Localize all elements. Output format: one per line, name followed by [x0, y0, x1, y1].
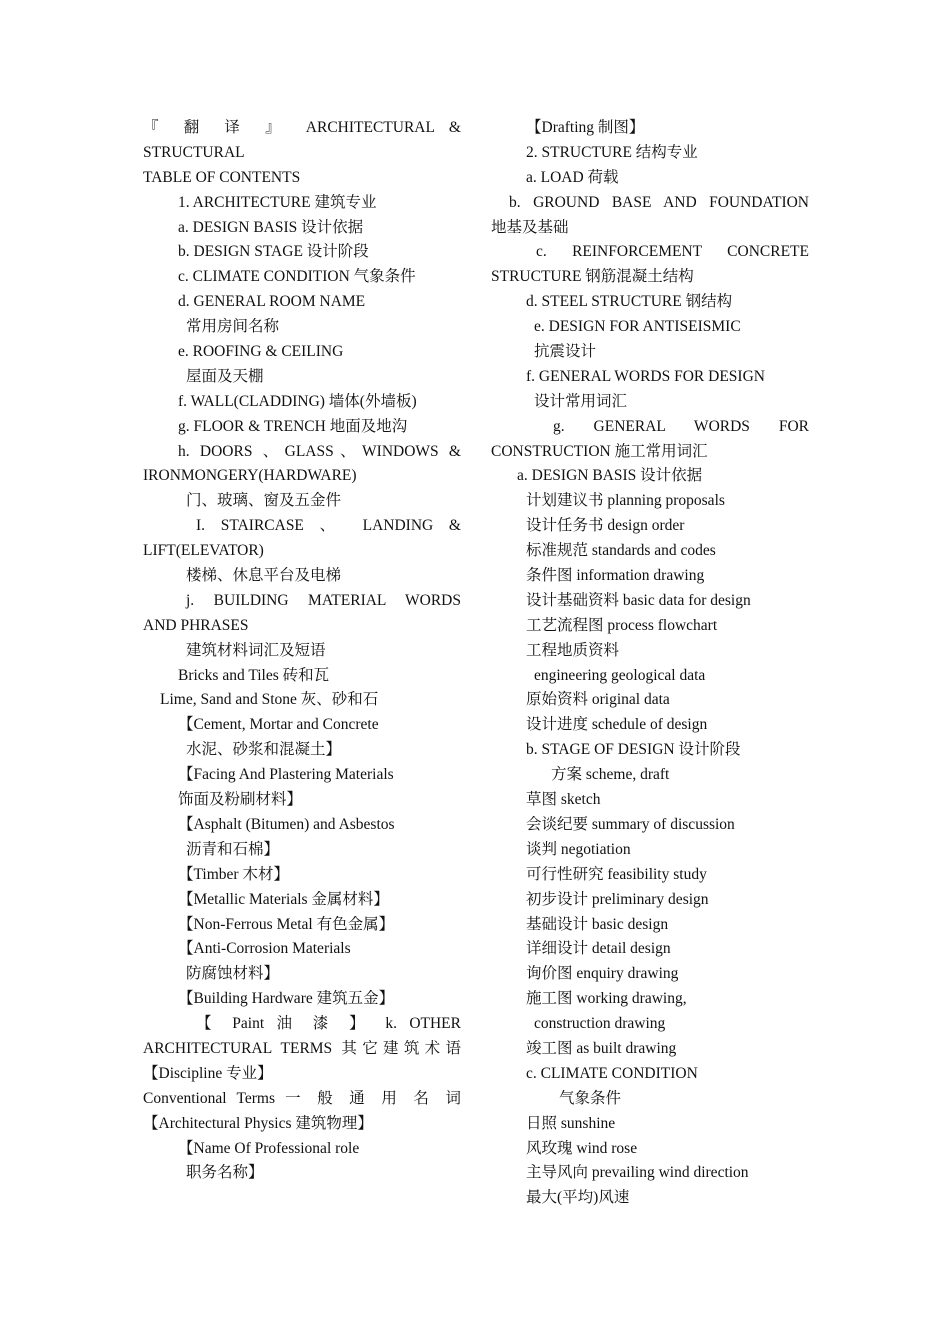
right-column-line: 基础设计 basic design — [526, 915, 669, 933]
left-column-line: e. ROOFING & CEILING — [178, 343, 344, 361]
right-column-line: 谈判 negotiation — [526, 840, 631, 858]
left-column-line: j. BUILDING MATERIAL WORDS — [186, 591, 461, 609]
left-column-line: 【Building Hardware 建筑五金】 — [178, 990, 395, 1008]
right-column-line: engineering geological data — [534, 666, 706, 684]
left-column-line: 建筑材料词汇及短语 — [186, 641, 326, 659]
left-column-line: 『 翻 译 』 ARCHITECTURAL & — [143, 119, 461, 136]
right-column-line: f. GENERAL WORDS FOR DESIGN — [526, 367, 765, 385]
left-column-line: 【Anti-Corrosion Materials — [178, 940, 351, 958]
left-column-line: Bricks and Tiles 砖和瓦 — [178, 666, 330, 684]
right-column-line: 设计常用词汇 — [534, 392, 628, 410]
right-column-line: 会谈纪要 summary of discussion — [526, 815, 735, 833]
left-column-line: g. FLOOR & TRENCH 地面及地沟 — [178, 417, 408, 435]
left-column-line: 【Architectural Physics 建筑物理】 — [143, 1114, 373, 1132]
right-column-line: 初步设计 preliminary design — [526, 890, 709, 908]
right-column-line: 2. STRUCTURE 结构专业 — [526, 143, 698, 161]
left-column-line: a. DESIGN BASIS 设计依据 — [178, 218, 364, 236]
right-column-line: g. GENERAL WORDS FOR — [553, 417, 809, 435]
right-column-line: STRUCTURE 钢筋混凝土结构 — [491, 268, 694, 286]
left-column-line: 【Discipline 专业】 — [143, 1064, 273, 1082]
right-column-line: 详细设计 detail design — [526, 940, 671, 958]
right-column-line: 方案 scheme, draft — [551, 766, 670, 784]
right-column-line: construction drawing — [534, 1015, 666, 1033]
right-column-line: 主导风向 prevailing wind direction — [526, 1164, 749, 1182]
right-column-line: 日照 sunshine — [526, 1114, 616, 1132]
left-column-line: f. WALL(CLADDING) 墙体(外墙板) — [178, 392, 417, 410]
left-column-line: c. CLIMATE CONDITION 气象条件 — [178, 268, 416, 286]
right-column-line: 施工图 working drawing, — [526, 990, 687, 1008]
right-column-line: 原始资料 original data — [526, 691, 670, 709]
right-column-line: a. LOAD 荷载 — [526, 168, 619, 186]
right-column-line: 气象条件 — [559, 1089, 622, 1107]
left-column-line: 门、玻璃、窗及五金件 — [186, 492, 342, 510]
right-column-line: 设计基础资料 basic data for design — [526, 591, 751, 609]
right-column — [491, 116, 809, 1211]
right-column-line: 抗震设计 — [534, 343, 597, 361]
right-column-line: 风玫瑰 wind rose — [526, 1139, 638, 1157]
left-column-line: I. STAIRCASE 、 LANDING & — [196, 517, 461, 535]
left-column-line: 水泥、砂浆和混凝土】 — [186, 741, 342, 759]
right-column-line: 地基及基础 — [491, 218, 569, 236]
left-column-line: 饰面及粉刷材料】 — [178, 791, 303, 809]
left-column-line: AND PHRASES — [143, 616, 249, 634]
left-column-line: 【Name Of Professional role — [178, 1139, 360, 1157]
right-column-line: 草图 sketch — [526, 791, 601, 809]
left-column-line: b. DESIGN STAGE 设计阶段 — [178, 243, 369, 261]
right-column-line: 询价图 enquiry drawing — [526, 965, 679, 983]
right-column-line: 【Drafting 制图】 — [526, 119, 645, 136]
right-column-line: 计划建议书 planning proposals — [526, 492, 725, 510]
left-column-line: 【Cement, Mortar and Concrete — [178, 716, 379, 734]
left-column-line: 【Metallic Materials 金属材料】 — [178, 890, 389, 908]
left-column-line: 楼梯、休息平台及电梯 — [186, 567, 342, 585]
right-column-line: 工程地质资料 — [526, 641, 620, 659]
left-column — [143, 116, 461, 1186]
right-column-line: d. STEEL STRUCTURE 钢结构 — [526, 293, 733, 311]
left-column-line: 【Timber 木材】 — [178, 865, 289, 883]
right-column-line: b. GROUND BASE AND FOUNDATION — [509, 193, 809, 211]
right-column-line: 竣工图 as built drawing — [526, 1039, 677, 1057]
right-column-line: 最大(平均)风速 — [526, 1189, 630, 1207]
left-column-line: 【Facing And Plastering Materials — [178, 766, 394, 784]
right-column-line: 标准规范 standards and codes — [526, 542, 716, 560]
right-column-line: c. REINFORCEMENT CONCRETE — [536, 243, 809, 261]
right-column-line: CONSTRUCTION 施工常用词汇 — [491, 442, 708, 460]
left-column-line: 1. ARCHITECTURE 建筑专业 — [178, 193, 377, 211]
left-column-line: 沥青和石棉】 — [186, 840, 280, 858]
left-column-line: 职务名称】 — [186, 1164, 264, 1182]
left-column-line: IRONMONGERY(HARDWARE) — [143, 467, 357, 485]
right-column-line: e. DESIGN FOR ANTISEISMIC — [534, 318, 741, 336]
left-column-line: 常用房间名称 — [186, 318, 280, 336]
left-column-line: TABLE OF CONTENTS — [143, 168, 301, 186]
left-column-line: ARCHITECTURAL TERMS 其它建筑术语 — [143, 1039, 461, 1057]
left-column-line: 【 Paint 油 漆 】 k. OTHER — [196, 1015, 461, 1033]
left-column-line: Conventional Terms 一 般 通 用 名 词 — [143, 1089, 461, 1107]
right-column-line: c. CLIMATE CONDITION — [526, 1064, 698, 1082]
left-column-line: 【Non-Ferrous Metal 有色金属】 — [178, 915, 395, 933]
left-column-line: 【Asphalt (Bitumen) and Asbestos — [178, 815, 395, 833]
right-column-line: 可行性研究 feasibility study — [526, 865, 707, 883]
left-column-line: d. GENERAL ROOM NAME — [178, 293, 366, 311]
right-column-line: a. DESIGN BASIS 设计依据 — [517, 467, 703, 485]
right-column-line: 工艺流程图 process flowchart — [526, 616, 718, 634]
right-column-line: 设计进度 schedule of design — [526, 716, 708, 734]
right-column-line: b. STAGE OF DESIGN 设计阶段 — [526, 741, 741, 759]
left-column-line: STRUCTURAL — [143, 143, 245, 161]
left-column-line: Lime, Sand and Stone 灰、砂和石 — [160, 691, 379, 709]
left-column-line: LIFT(ELEVATOR) — [143, 542, 264, 560]
left-column-line: 防腐蚀材料】 — [186, 965, 280, 983]
right-column-line: 条件图 information drawing — [526, 567, 705, 585]
left-column-line: 屋面及天棚 — [186, 367, 264, 385]
left-column-line: h. DOORS 、GLASS、WINDOWS & — [178, 442, 461, 460]
right-column-line: 设计任务书 design order — [526, 517, 685, 535]
